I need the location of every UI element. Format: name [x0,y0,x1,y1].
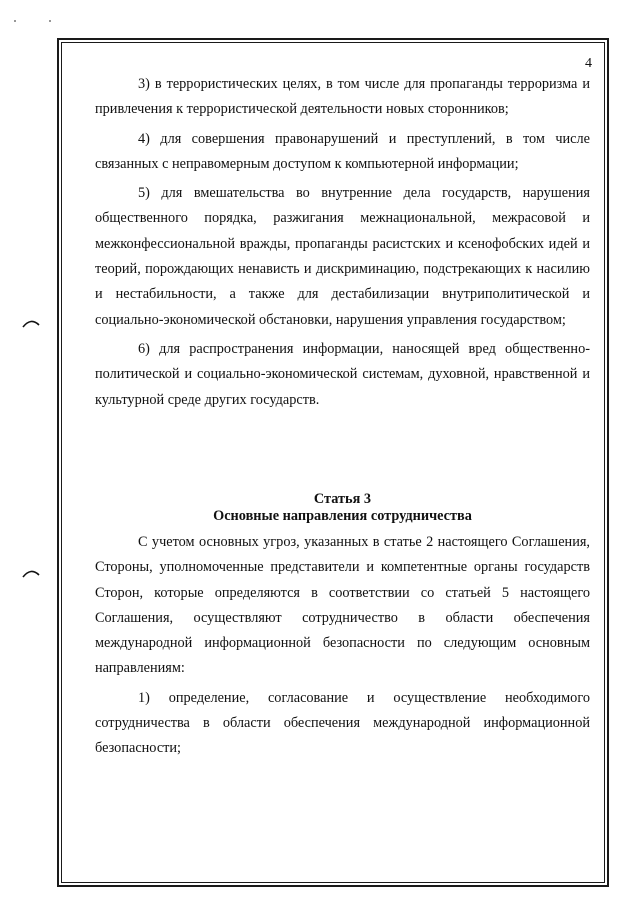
scan-dot [49,20,51,22]
list-item: 1) определение, согласование и осуществление необходимого сотрудничества в области обеспечения международной информационной безопасности; [95,689,590,757]
binding-mark-icon [22,318,40,328]
list-item: 4) для совершения правонарушений и преступлений, в том числе связанных с неправомерным доступом к компьютерной информации; [95,130,590,172]
paragraph: С учетом основных угроз, указанных в статье 2 настоящего Соглашения, Стороны, уполномоченные представители и компетентные органы государств Сторон, которые определяются в соответствии со статьей 5 настоящего Соглашения, осуществляют сотрудничество в области обеспечения международной информационной безопасности по следующим основным направлениям: [95,534,590,677]
list-item: 6) для распространения информации, наносящей вред общественно-политической и социально-экономической системам, духовной, нравственной и культурной среде других государств. [95,340,590,408]
cooperation-text [95,530,590,766]
threat-list [95,72,590,417]
article-title: Основные направления сотрудничества [213,508,472,524]
page-number: 4 [585,56,592,71]
article-number: Статья 3 [313,491,372,507]
list-item: 3) в террористических целях, в том числе для пропаганды терроризма и привлечения к террористической деятельности новых сторонников; [95,76,590,118]
scan-dot [14,20,16,22]
binding-mark-icon [22,568,40,578]
article-heading [95,491,590,525]
list-item: 5) для вмешательства во внутренние дела государств, нарушения общественного порядка, разжигания межнациональной, межрасовой и межконфессиональной вражды, пропаганды расистских и ксенофобских идей и теорий, порождающих ненависть и дискриминацию, подстрекающих к насилию и нестабильности, а также для дестабилизации внутриполитической и социально-экономической обстановки, нарушения управления государством; [95,185,590,328]
